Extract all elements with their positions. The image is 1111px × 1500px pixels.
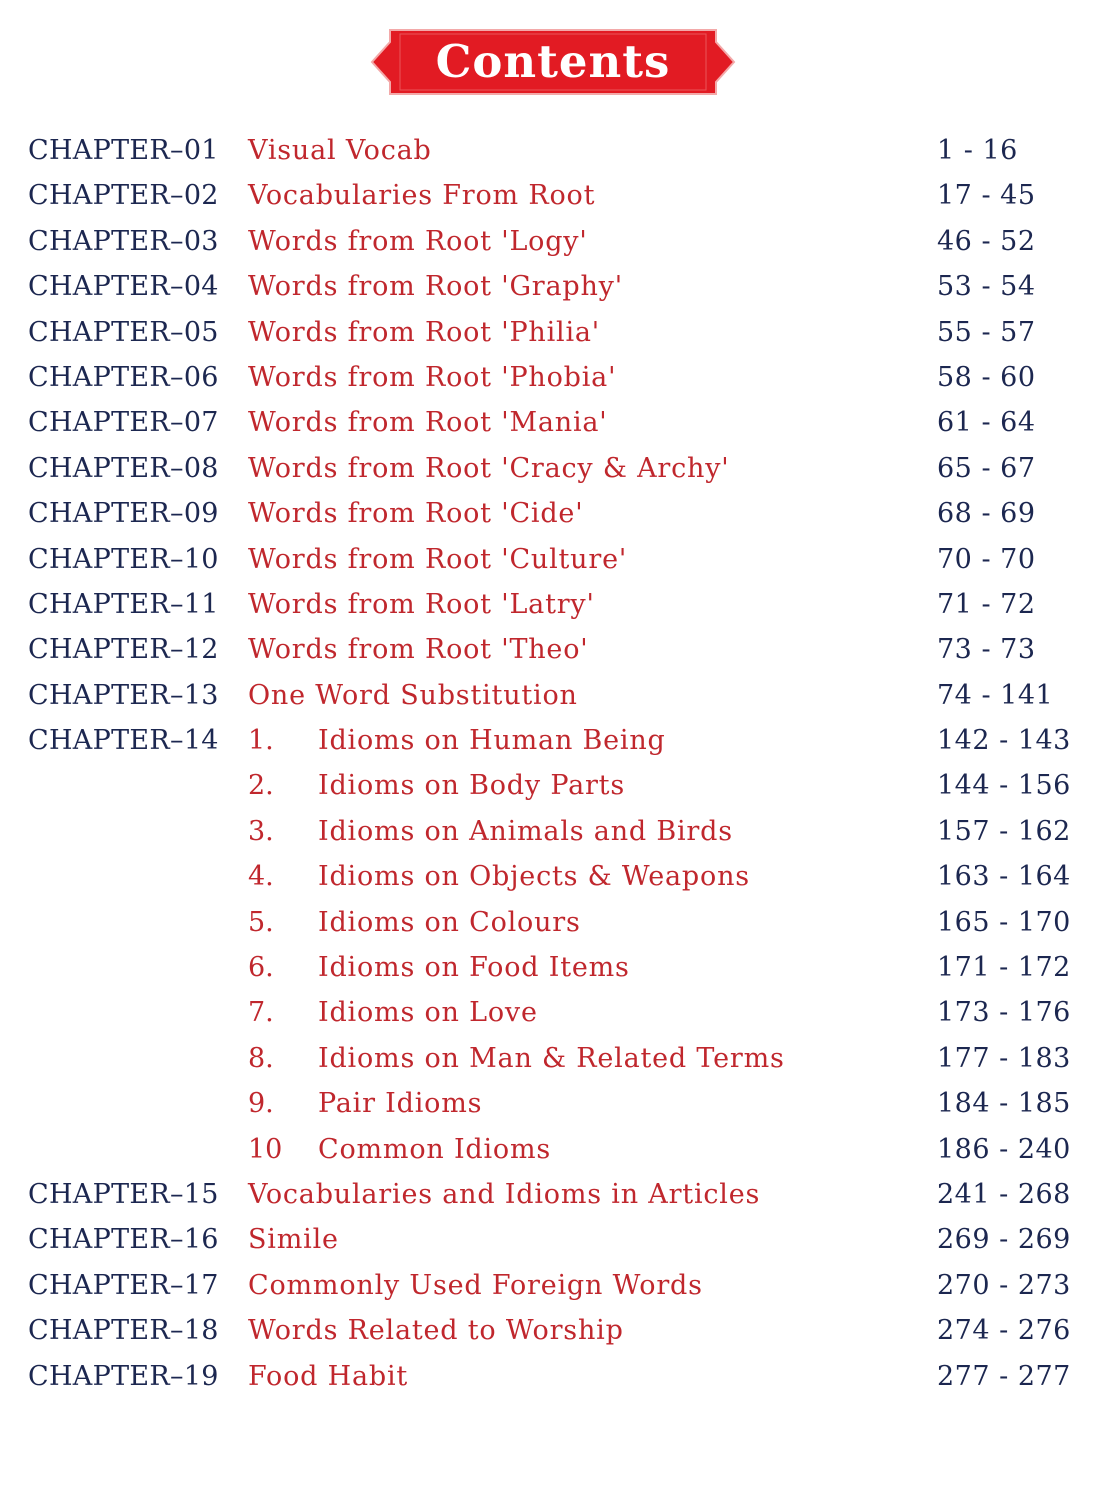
chapter-label: CHAPTER–07 bbox=[28, 407, 219, 439]
page-range: 241 - 268 bbox=[937, 1178, 1071, 1210]
toc-row-chapter-02[interactable] bbox=[0, 173, 1111, 218]
toc-row-chapter-14-item-9[interactable] bbox=[0, 1081, 1111, 1126]
chapter-label: CHAPTER–02 bbox=[28, 180, 219, 212]
chapter-label: CHAPTER–14 bbox=[28, 725, 219, 757]
chapter-title: One Word Substitution bbox=[248, 679, 578, 711]
chapter-title: Words from Root 'Cracy & Archy' bbox=[248, 452, 730, 484]
chapter-label: CHAPTER–13 bbox=[28, 679, 219, 711]
toc-row-chapter-17[interactable] bbox=[0, 1263, 1111, 1308]
page-range: 55 - 57 bbox=[937, 316, 1036, 348]
chapter-label: CHAPTER–17 bbox=[28, 1269, 219, 1301]
page-range: 46 - 52 bbox=[937, 225, 1036, 257]
toc-row-chapter-14-item-7[interactable] bbox=[0, 990, 1111, 1035]
chapter-title: Words from Root 'Cide' bbox=[248, 498, 584, 530]
chapter-title: Visual Vocab bbox=[248, 135, 432, 166]
page-range: 163 - 164 bbox=[937, 861, 1071, 893]
sub-item-title: Idioms on Human Being bbox=[318, 725, 666, 757]
page-title: Contents bbox=[435, 35, 671, 88]
sub-item-title: Common Idioms bbox=[318, 1133, 552, 1165]
chapter-title: Words from Root 'Phobia' bbox=[248, 361, 617, 393]
sub-item-title: Idioms on Body Parts bbox=[318, 770, 625, 802]
table-of-contents bbox=[0, 128, 1111, 1399]
toc-row-chapter-14-item-5[interactable] bbox=[0, 900, 1111, 945]
sub-item-title: Idioms on Man & Related Terms bbox=[318, 1042, 785, 1074]
page-range: 270 - 273 bbox=[937, 1269, 1071, 1301]
page-range: 68 - 69 bbox=[937, 498, 1036, 530]
toc-row-chapter-14-item-1[interactable] bbox=[0, 718, 1111, 763]
sub-item-title: Idioms on Animals and Birds bbox=[318, 815, 733, 847]
sub-item-number: 3. bbox=[248, 815, 274, 847]
sub-item-number: 5. bbox=[248, 906, 274, 938]
page-range: 173 - 176 bbox=[937, 997, 1071, 1029]
sub-item-number: 6. bbox=[248, 952, 274, 984]
chapter-title: Words from Root 'Philia' bbox=[248, 316, 601, 348]
page-range: 269 - 269 bbox=[937, 1224, 1071, 1256]
page-range: 74 - 141 bbox=[937, 679, 1054, 711]
toc-row-chapter-14-item-3[interactable] bbox=[0, 809, 1111, 854]
chapter-label: CHAPTER–08 bbox=[28, 452, 219, 484]
toc-row-chapter-14-item-2[interactable] bbox=[0, 763, 1111, 808]
page-range: 58 - 60 bbox=[937, 361, 1036, 393]
chapter-label: CHAPTER–01 bbox=[28, 135, 219, 166]
toc-row-chapter-09[interactable] bbox=[0, 491, 1111, 536]
sub-item-number: 4. bbox=[248, 861, 274, 893]
chapter-title: Words from Root 'Culture' bbox=[248, 543, 628, 575]
sub-item-title: Idioms on Love bbox=[318, 997, 538, 1029]
chapter-title: Food Habit bbox=[248, 1360, 409, 1392]
chapter-label: CHAPTER–18 bbox=[28, 1315, 219, 1347]
sub-item-number: 1. bbox=[248, 725, 274, 757]
chapter-label: CHAPTER–12 bbox=[28, 634, 219, 666]
chapter-label: CHAPTER–19 bbox=[28, 1360, 219, 1392]
sub-item-number: 7. bbox=[248, 997, 274, 1029]
toc-row-chapter-19[interactable] bbox=[0, 1354, 1111, 1399]
toc-row-chapter-14-item-6[interactable] bbox=[0, 945, 1111, 990]
page-range: 144 - 156 bbox=[937, 770, 1071, 802]
toc-row-chapter-07[interactable] bbox=[0, 400, 1111, 445]
toc-row-chapter-11[interactable] bbox=[0, 582, 1111, 627]
chapter-title: Words from Root 'Theo' bbox=[248, 634, 589, 666]
chapter-label: CHAPTER–05 bbox=[28, 316, 219, 348]
toc-row-chapter-14-item-4[interactable] bbox=[0, 854, 1111, 899]
sub-item-number: 10 bbox=[248, 1133, 283, 1165]
chapter-title: Commonly Used Foreign Words bbox=[248, 1269, 703, 1301]
page-range: 157 - 162 bbox=[937, 815, 1071, 847]
page-range: 142 - 143 bbox=[937, 725, 1071, 757]
page-range: 177 - 183 bbox=[937, 1042, 1071, 1074]
page-range: 184 - 185 bbox=[937, 1088, 1071, 1120]
page-range: 165 - 170 bbox=[937, 906, 1071, 938]
chapter-label: CHAPTER–06 bbox=[28, 361, 219, 393]
chapter-title: Words from Root 'Latry' bbox=[248, 588, 595, 620]
page-range: 70 - 70 bbox=[937, 543, 1036, 575]
toc-row-chapter-01[interactable] bbox=[0, 128, 1111, 173]
sub-item-title: Idioms on Objects & Weapons bbox=[318, 861, 750, 893]
chapter-title: Words from Root 'Logy' bbox=[248, 225, 588, 257]
toc-row-chapter-04[interactable] bbox=[0, 264, 1111, 309]
chapter-title: Vocabularies and Idioms in Articles bbox=[248, 1178, 761, 1210]
toc-row-chapter-06[interactable] bbox=[0, 355, 1111, 400]
chapter-label: CHAPTER–09 bbox=[28, 498, 219, 530]
page-range: 277 - 277 bbox=[937, 1360, 1071, 1392]
chapter-title: Vocabularies From Root bbox=[248, 180, 596, 212]
page-range: 17 - 45 bbox=[937, 180, 1036, 212]
sub-item-title: Pair Idioms bbox=[318, 1088, 483, 1120]
page-range: 1 - 16 bbox=[937, 135, 1018, 166]
chapter-label: CHAPTER–15 bbox=[28, 1178, 219, 1210]
toc-row-chapter-10[interactable] bbox=[0, 537, 1111, 582]
sub-item-number: 2. bbox=[248, 770, 274, 802]
sub-item-number: 9. bbox=[248, 1088, 274, 1120]
page-range: 73 - 73 bbox=[937, 634, 1036, 666]
page-range: 65 - 67 bbox=[937, 452, 1036, 484]
toc-row-chapter-14-item-8[interactable] bbox=[0, 1036, 1111, 1081]
toc-row-chapter-12[interactable] bbox=[0, 627, 1111, 672]
page-range: 61 - 64 bbox=[937, 407, 1036, 439]
page-range: 186 - 240 bbox=[937, 1133, 1071, 1165]
chapter-label: CHAPTER–16 bbox=[28, 1224, 219, 1256]
sub-item-title: Idioms on Food Items bbox=[318, 952, 630, 984]
page-range: 71 - 72 bbox=[937, 588, 1036, 620]
toc-row-chapter-15[interactable] bbox=[0, 1172, 1111, 1217]
toc-row-chapter-05[interactable] bbox=[0, 310, 1111, 355]
chapter-title: Words from Root 'Mania' bbox=[248, 407, 608, 439]
sub-item-title: Idioms on Colours bbox=[318, 906, 581, 938]
toc-row-chapter-08[interactable] bbox=[0, 446, 1111, 491]
toc-row-chapter-03[interactable] bbox=[0, 219, 1111, 264]
chapter-title: Words from Root 'Graphy' bbox=[248, 271, 623, 303]
toc-row-chapter-13[interactable] bbox=[0, 673, 1111, 718]
chapter-label: CHAPTER–03 bbox=[28, 225, 219, 257]
toc-row-chapter-18[interactable] bbox=[0, 1308, 1111, 1353]
chapter-label: CHAPTER–10 bbox=[28, 543, 219, 575]
page-range: 171 - 172 bbox=[937, 952, 1071, 984]
page-range: 53 - 54 bbox=[937, 271, 1036, 303]
chapter-title: Simile bbox=[248, 1224, 339, 1256]
toc-row-chapter-14-item-10[interactable] bbox=[0, 1127, 1111, 1172]
page-range: 274 - 276 bbox=[937, 1315, 1071, 1347]
chapter-label: CHAPTER–11 bbox=[28, 588, 219, 620]
chapter-label: CHAPTER–04 bbox=[28, 271, 219, 303]
sub-item-number: 8. bbox=[248, 1042, 274, 1074]
chapter-title: Words Related to Worship bbox=[248, 1315, 624, 1347]
contents-banner bbox=[370, 28, 736, 96]
toc-row-chapter-16[interactable] bbox=[0, 1217, 1111, 1262]
